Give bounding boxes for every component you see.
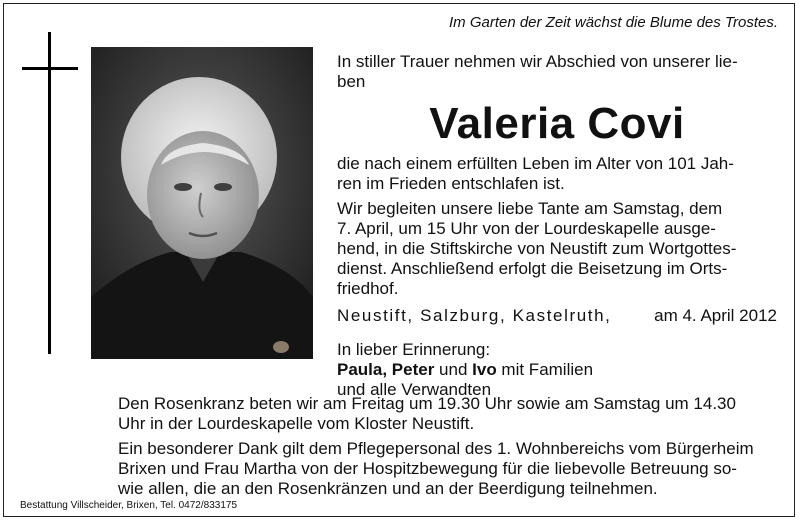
family-name-2: Ivo bbox=[472, 360, 497, 379]
intro-line-2: ben bbox=[337, 72, 366, 91]
funeral-line-4: dienst. Anschließend erfolgt die Beisetzung im Orts- bbox=[337, 259, 728, 278]
family-name-1: Paula, Peter bbox=[337, 360, 435, 379]
notice-main-text bbox=[337, 52, 777, 400]
remember-label: In lieber Erinnerung: bbox=[337, 340, 491, 359]
funeral-line-2: 7. April, um 15 Uhr von der Lourdeskapelle ausge- bbox=[337, 219, 716, 238]
funeral-line-5: friedhof. bbox=[337, 279, 399, 298]
rosary-line-1: Den Rosenkranz beten wir am Freitag um 19.30 Uhr sowie am Samstag um 14.30 bbox=[118, 394, 736, 413]
death-line-1: die nach einem erfüllten Leben im Alter von 101 Jah- bbox=[337, 154, 734, 173]
funeral-home-footer: Bestattung Villscheider, Brixen, Tel. 0472/833175 bbox=[20, 500, 238, 511]
notice-bottom-text bbox=[118, 394, 778, 499]
cross-icon-vertical bbox=[48, 32, 51, 354]
family-line bbox=[337, 360, 777, 380]
place-date-line bbox=[337, 306, 777, 326]
rosary-line-2: Uhr in der Lourdeskapelle vom Kloster Neustift. bbox=[118, 414, 475, 433]
funeral-line-3: hend, in die Stiftskirche von Neustift zum Wortgottes- bbox=[337, 239, 737, 258]
thanks-line-2: Brixen und Frau Martha von der Hospitzbewegung für die liebevolle Betreuung so- bbox=[118, 459, 737, 478]
portrait-photo bbox=[91, 47, 313, 359]
family-rest: mit Familien bbox=[496, 360, 594, 379]
thanks-line-3: wie allen, die an den Rosenkränzen und an der Beerdigung teilnehmen. bbox=[118, 479, 658, 498]
thanks-line-1: Ein besonderer Dank gilt dem Pflegepersonal des 1. Wohnbereichs vom Bürgerheim bbox=[118, 439, 754, 458]
cross-icon-horizontal bbox=[22, 67, 78, 70]
places: Neustift, Salzburg, Kastelruth, bbox=[337, 306, 612, 325]
intro-line-1: In stiller Trauer nehmen wir Abschied von unserer lie- bbox=[337, 52, 738, 71]
deceased-name: Valeria Covi bbox=[429, 99, 685, 148]
family-and: und bbox=[434, 360, 473, 379]
relatives-line: und alle Verwandten bbox=[337, 380, 492, 399]
funeral-line-1: Wir begleiten unsere liebe Tante am Samstag, dem bbox=[337, 199, 723, 218]
motto-quote: Im Garten der Zeit wächst die Blume des Trostes. bbox=[448, 14, 778, 31]
notice-date: am 4. April 2012 bbox=[654, 306, 777, 325]
death-line-2: ren im Frieden entschlafen ist. bbox=[337, 174, 565, 193]
